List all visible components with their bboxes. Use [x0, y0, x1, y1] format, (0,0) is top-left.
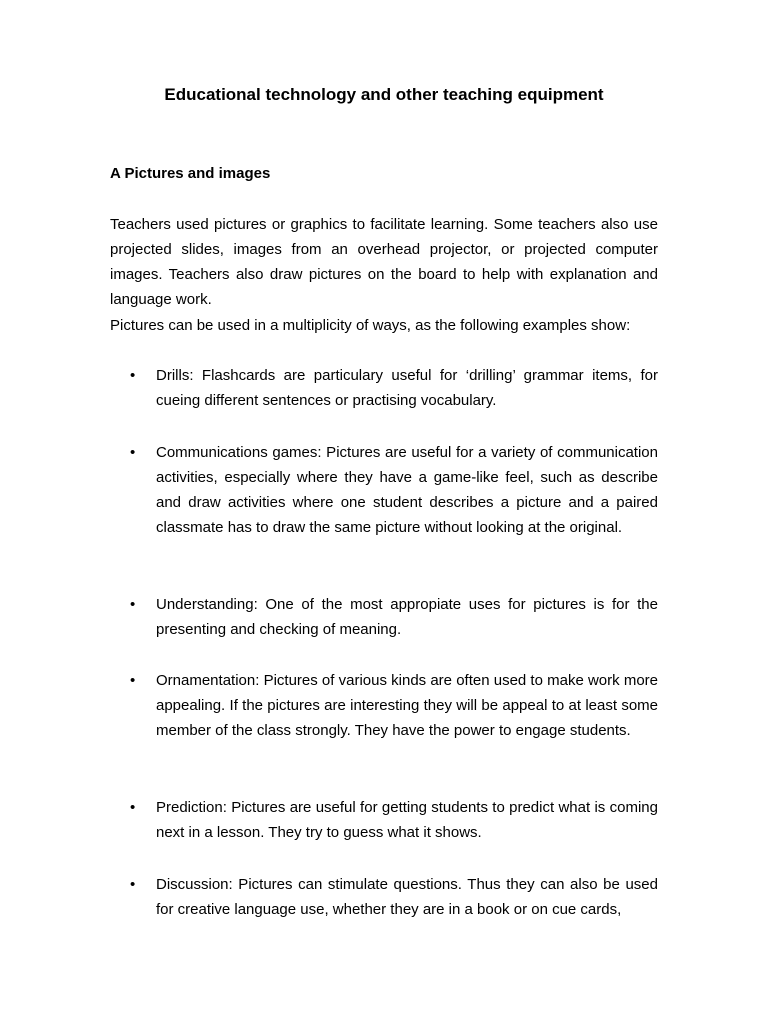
bullet-icon: •: [130, 799, 136, 816]
list-item-text: Ornamentation: Pictures of various kinds are often used to make work more appealing. If the pictures are interesting they will be appeal to at least some member of the class strongly. They have the power to engage students.: [156, 672, 658, 739]
list-item-text: Communications games: Pictures are useful for a variety of communication activities, especially where they have a game-like feel, such as describe and draw activities where one student describes a picture and a paired classmate has to draw the same picture without looking at the original.: [156, 444, 658, 536]
page-title: Educational technology and other teaching equipment: [164, 85, 604, 104]
bullet-icon: •: [130, 672, 136, 689]
list-item-text: Discussion: Pictures can stimulate questions. Thus they can also be used for creative language use, whether they are in a book or on cue cards,: [156, 876, 658, 918]
list-item-text: Prediction: Pictures are useful for getting students to predict what is coming next in a lesson. They try to guess what it shows.: [156, 799, 658, 841]
list-item-text: Drills: Flashcards are particulary useful for ‘drilling’ grammar items, for cueing different sentences or practising vocabulary.: [156, 367, 658, 409]
examples-intro-paragraph: Pictures can be used in a multiplicity of ways, as the following examples show:: [110, 317, 631, 334]
list-item-text: Understanding: One of the most appropiate uses for pictures is for the presenting and checking of meaning.: [156, 596, 658, 638]
section-heading: A Pictures and images: [110, 165, 271, 182]
bullet-icon: •: [130, 367, 136, 384]
bullet-icon: •: [130, 876, 136, 893]
bullet-icon: •: [130, 596, 136, 613]
intro-paragraph: Teachers used pictures or graphics to facilitate learning. Some teachers also use projected slides, images from an overhead projector, or projected computer images. Teachers also draw pictures on the board to help with explanation and language work.: [110, 216, 658, 308]
bullet-icon: •: [130, 444, 136, 461]
